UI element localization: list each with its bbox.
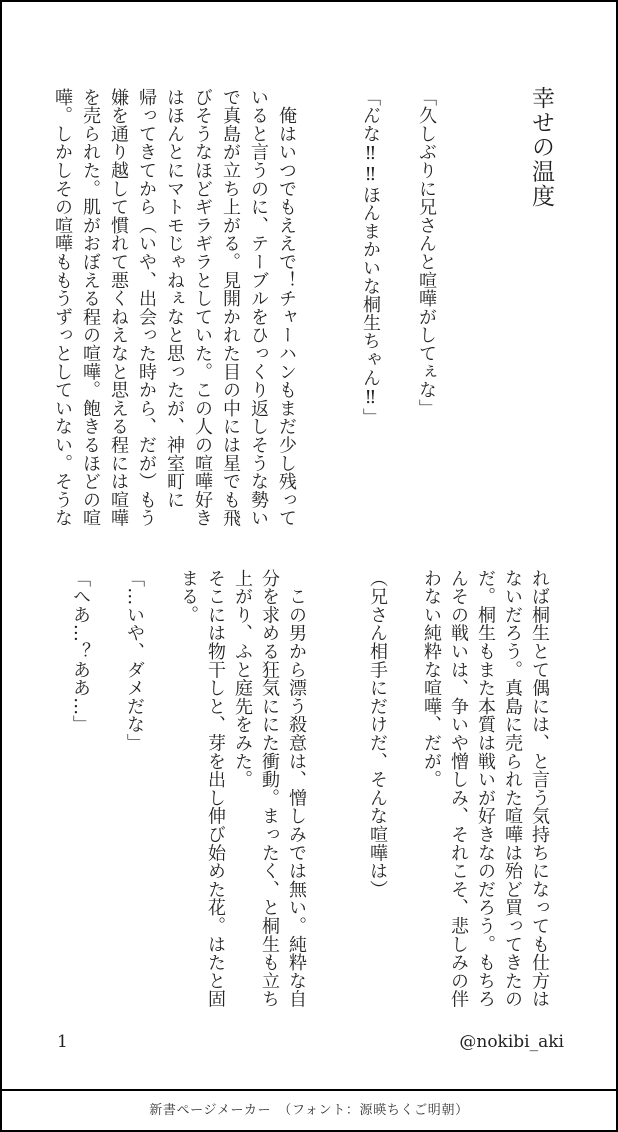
text-line: 帰ってきてから（いや、出会った時から、だが）もう bbox=[136, 88, 157, 528]
text-line: 「久しぶりに兄さんと喧嘩がしてぇな」 bbox=[416, 88, 437, 418]
text-line: わない純粋な喧嘩、だが。 bbox=[421, 569, 442, 789]
text-line: はほんとにマトモじゃねぇなと思ったが、神室町に bbox=[164, 88, 185, 509]
footer-divider-line bbox=[2, 1089, 616, 1091]
text-line: そこには物干しと、芽を出し伸び始めた花。はたと固 bbox=[205, 569, 226, 1009]
text-line: れば桐生とて偶には、と言う気持ちになっても仕方は bbox=[529, 569, 550, 1009]
upper-text-block bbox=[48, 88, 440, 530]
author-handle: @nokibi_aki bbox=[459, 1032, 564, 1052]
text-line: んその戦いは、争いや憎しみ、それこそ、悲しみの伴 bbox=[448, 569, 469, 1009]
text-line: 上がり、ふと庭先をみた。 bbox=[232, 569, 253, 789]
text-line: （兄さん相手にだけだ、そんな喧嘩は） bbox=[367, 569, 388, 899]
text-line bbox=[337, 569, 364, 1017]
text-line: だ。桐生もまた本質は戦いが好きなのだろう。もちろ bbox=[475, 569, 496, 1009]
text-line: 「へあ…？ああ…」 bbox=[70, 569, 91, 734]
text-line bbox=[384, 88, 412, 530]
text-line bbox=[148, 569, 175, 1017]
text-line: まる。 bbox=[178, 569, 199, 624]
generator-caption: 新書ページメーカー （フォント：源暎ちくご明朝） bbox=[149, 1103, 469, 1118]
page-title: 幸せの温度 bbox=[528, 86, 554, 208]
text-line: ないだろう。真島に売られた喧嘩は殆ど買ってきたの bbox=[502, 569, 523, 1009]
text-line: 分を求める狂気ににた衝動。まったく、と桐生も立ち bbox=[259, 569, 280, 1009]
text-line: 「ん゙な‼‼ほんまかいな桐生ちゃん‼」 bbox=[360, 88, 381, 427]
text-line: を売られた。肌がおぼえる程の喧嘩。飽きるほどの喧 bbox=[80, 88, 101, 528]
text-line bbox=[310, 569, 337, 1017]
text-line: 「…いや、ダメだな」 bbox=[124, 569, 145, 752]
text-line bbox=[94, 569, 121, 1017]
text-line bbox=[328, 88, 356, 530]
text-line: 俺はいつでもええで！チャーハンもまだ少し残って bbox=[276, 88, 297, 528]
page-number: 1 bbox=[57, 1032, 68, 1052]
text-line: この男から漂う殺意は、憎しみでは無い。純粋な自 bbox=[286, 569, 307, 1009]
text-line bbox=[391, 569, 418, 1017]
text-line: で真島が立ち上がる。見開かれた目の中には星でも飛 bbox=[220, 88, 241, 528]
text-line: びそうなほどギラギラとしていた。この人の喧嘩好き bbox=[192, 88, 213, 528]
text-line: いると言うのに、テーブルをひっくり返しそうな勢い bbox=[248, 88, 269, 528]
text-line bbox=[300, 88, 328, 530]
text-line: 嘩。しかしその喧嘩ももうずっとしていない。そうな bbox=[52, 88, 73, 528]
text-line: 嫌を通り越して慣れて悪くねえなと思える程には喧嘩 bbox=[108, 88, 129, 528]
lower-text-block bbox=[67, 569, 553, 1017]
